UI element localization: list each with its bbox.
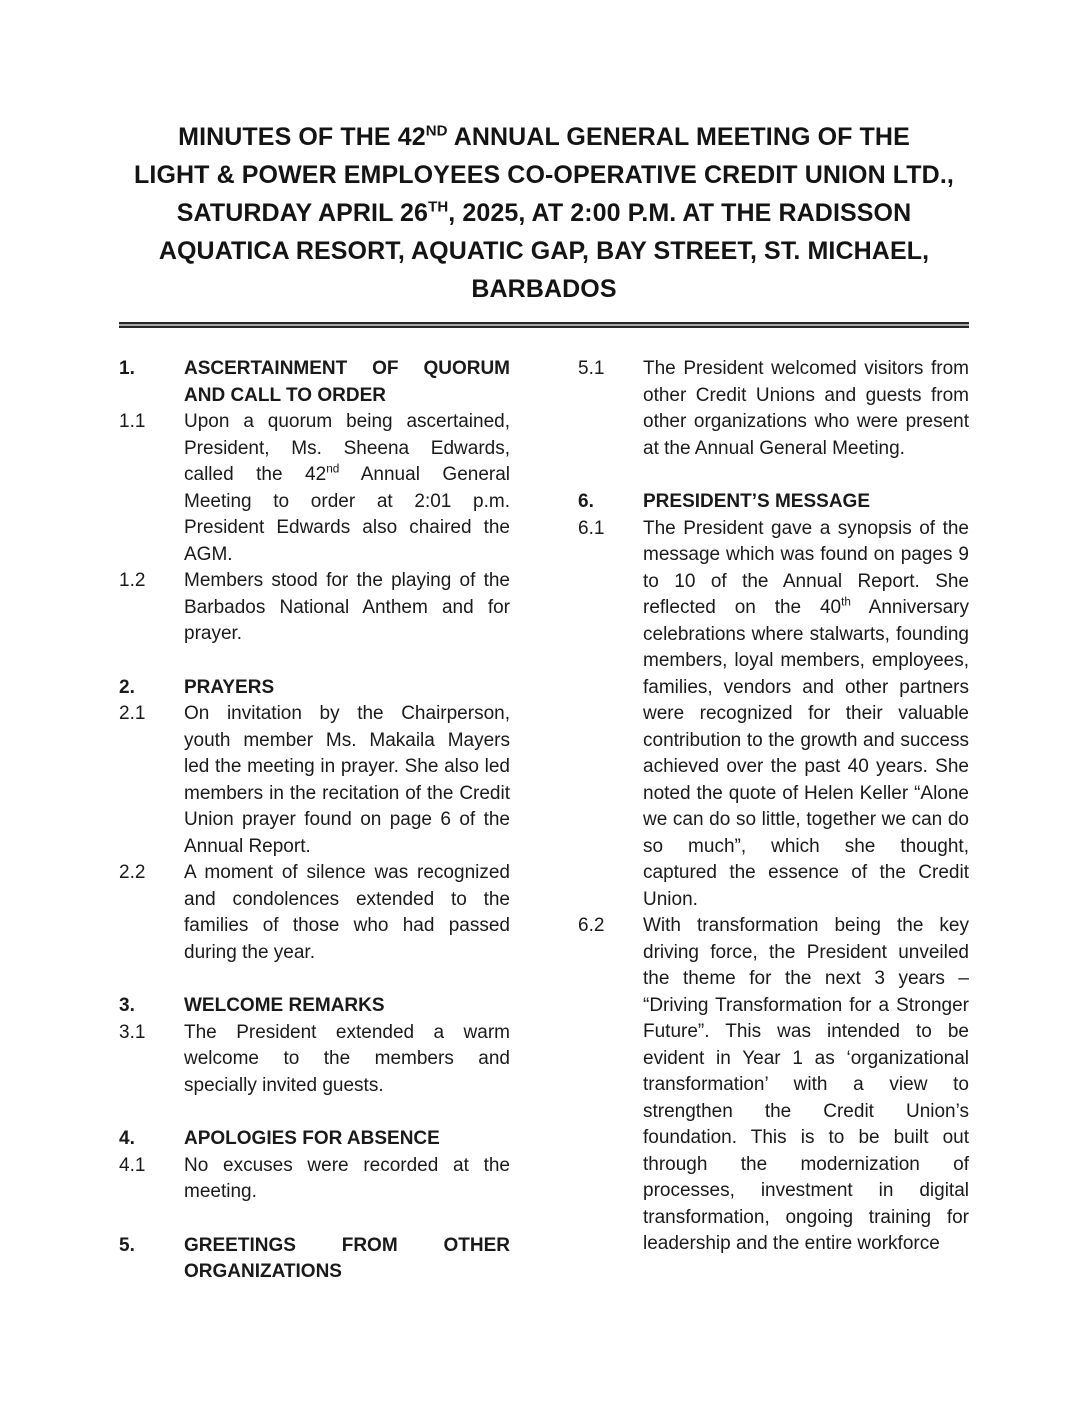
text-segment: No excuses were recorded at the meeting. [184,1154,510,1202]
left-column [119,356,510,1286]
item-number: 3. [119,995,135,1016]
minutes-body [119,356,969,1286]
item-number: 1. [119,358,135,379]
item-text [184,1233,510,1286]
text-segment: SATURDAY APRIL 26 [176,199,429,227]
text-segment: With transformation being the key driving force, the President unveiled the theme for the next 3 years – “Driving Transformation for a Stronger Future”. This was intended to be evident in Year 1 as ‘organizational transformation’ with a view to strengthen the Credit Union’s foundation. This is to be built out through the modernization of processes, investment in digital transformation, ongoing training for leadership and the entire workforce [643,915,969,1254]
item-text [643,913,969,1258]
item-number: 4. [119,1128,135,1149]
superscript-text: nd [326,462,340,476]
minute-item [119,568,510,648]
title-line [119,194,969,232]
minute-item [119,1020,510,1100]
superscript-text: ND [425,122,448,140]
item-number: 2. [119,676,135,698]
item-number: 6.1 [578,517,605,539]
title-divider [119,322,969,328]
item-text [184,568,510,648]
item-number: 3.1 [119,1021,146,1043]
item-number: 5.1 [578,358,605,379]
item-text [184,1126,510,1153]
text-segment: The President extended a warm welcome to the members and specially invited guests. [184,1021,510,1096]
item-text [184,409,510,568]
text-segment: On invitation by the Chairperson, youth member Ms. Makaila Mayers led the meeting in prayer. She also led members in the recitation of the Credit Union prayer found on page 6 of the Annual Report. [184,703,510,857]
minute-item [119,1153,510,1206]
item-number: 6.2 [578,915,605,936]
item-text [184,356,510,409]
text-segment: MINUTES OF THE 42 [178,123,426,151]
minute-item [119,860,510,966]
minute-item [119,409,510,568]
item-number: 2.1 [119,703,146,724]
text-segment: PRAYERS [184,676,275,698]
text-segment: The President gave a synopsis of the message which was found on pages 9 to 10 of the Annual Report. She reflected on the 40 [643,517,969,618]
item-text [184,701,510,860]
document-title [119,118,969,308]
item-text [184,1153,510,1206]
text-segment: Members stood for the playing of the Barbados National Anthem and for prayer. [184,570,510,644]
item-number: 5. [119,1234,135,1256]
text-segment: Upon a quorum being ascertained, President, Ms. Sheena Edwards, called the 42 [184,411,510,485]
section-heading [119,993,510,1020]
title-line [119,232,969,270]
text-segment: ANNUAL GENERAL MEETING OF THE [447,123,910,151]
text-segment: LIGHT & POWER EMPLOYEES CO-OPERATIVE CREDIT UNION LTD., [134,161,954,189]
title-line [119,156,969,194]
item-number: 1.1 [119,411,146,432]
minute-item [119,701,510,860]
item-text [184,1020,510,1100]
minute-item [578,913,969,1258]
item-text [643,516,969,914]
text-segment: The President welcomed visitors from other Credit Unions and guests from other organizations who were present at the Annual General Meeting. [643,358,969,459]
item-text [184,675,510,702]
item-number: 2.2 [119,862,146,883]
title-line [119,270,969,308]
text-segment: WELCOME REMARKS [184,995,385,1016]
section-heading [119,1126,510,1153]
title-line [119,118,969,156]
section-heading [578,489,969,516]
section-heading [119,675,510,702]
right-column [578,356,969,1286]
minute-item [578,356,969,462]
text-segment: A moment of silence was recognized and condolences extended to the families of those who had passed during the year. [184,862,510,963]
item-text [643,489,969,516]
text-segment: AQUATICA RESORT, AQUATIC GAP, BAY STREET, ST. MICHAEL, [158,237,930,265]
text-segment: PRESIDENT’S MESSAGE [643,491,870,512]
superscript-text: th [841,595,851,609]
item-number: 1.2 [119,570,146,591]
text-segment: , 2025, AT 2:00 P.M. AT THE RADISSON [448,199,912,227]
item-text [643,356,969,462]
text-segment: APOLOGIES FOR ABSENCE [184,1128,440,1149]
minute-item [578,516,969,914]
text-segment: Anniversary celebrations where stalwarts, founding members, loyal members, employees, families, vendors and other partners were recognized for their valuable contribution to the growth and success achieved over the past 40 years. She noted the quote of Helen Keller “Alone we can do so little, together we can do so much”, which she thought, captured the essence of the Credit Union. [643,597,969,910]
text-segment: GREETINGS FROM OTHER ORGANIZATIONS [184,1234,510,1282]
text-segment: BARBADOS [471,275,617,303]
section-heading [119,1233,510,1286]
item-number: 6. [578,491,594,512]
item-text [184,860,510,966]
superscript-text: TH [428,198,449,216]
section-heading [119,356,510,409]
document-page [119,0,969,1286]
item-text [184,993,510,1020]
item-number: 4.1 [119,1154,146,1176]
text-segment: ASCERTAINMENT OF QUORUM AND CALL TO ORDER [184,358,510,406]
text-segment: Annual General Meeting to order at 2:01 p.m. President Edwards also chaired the AGM. [184,464,511,565]
